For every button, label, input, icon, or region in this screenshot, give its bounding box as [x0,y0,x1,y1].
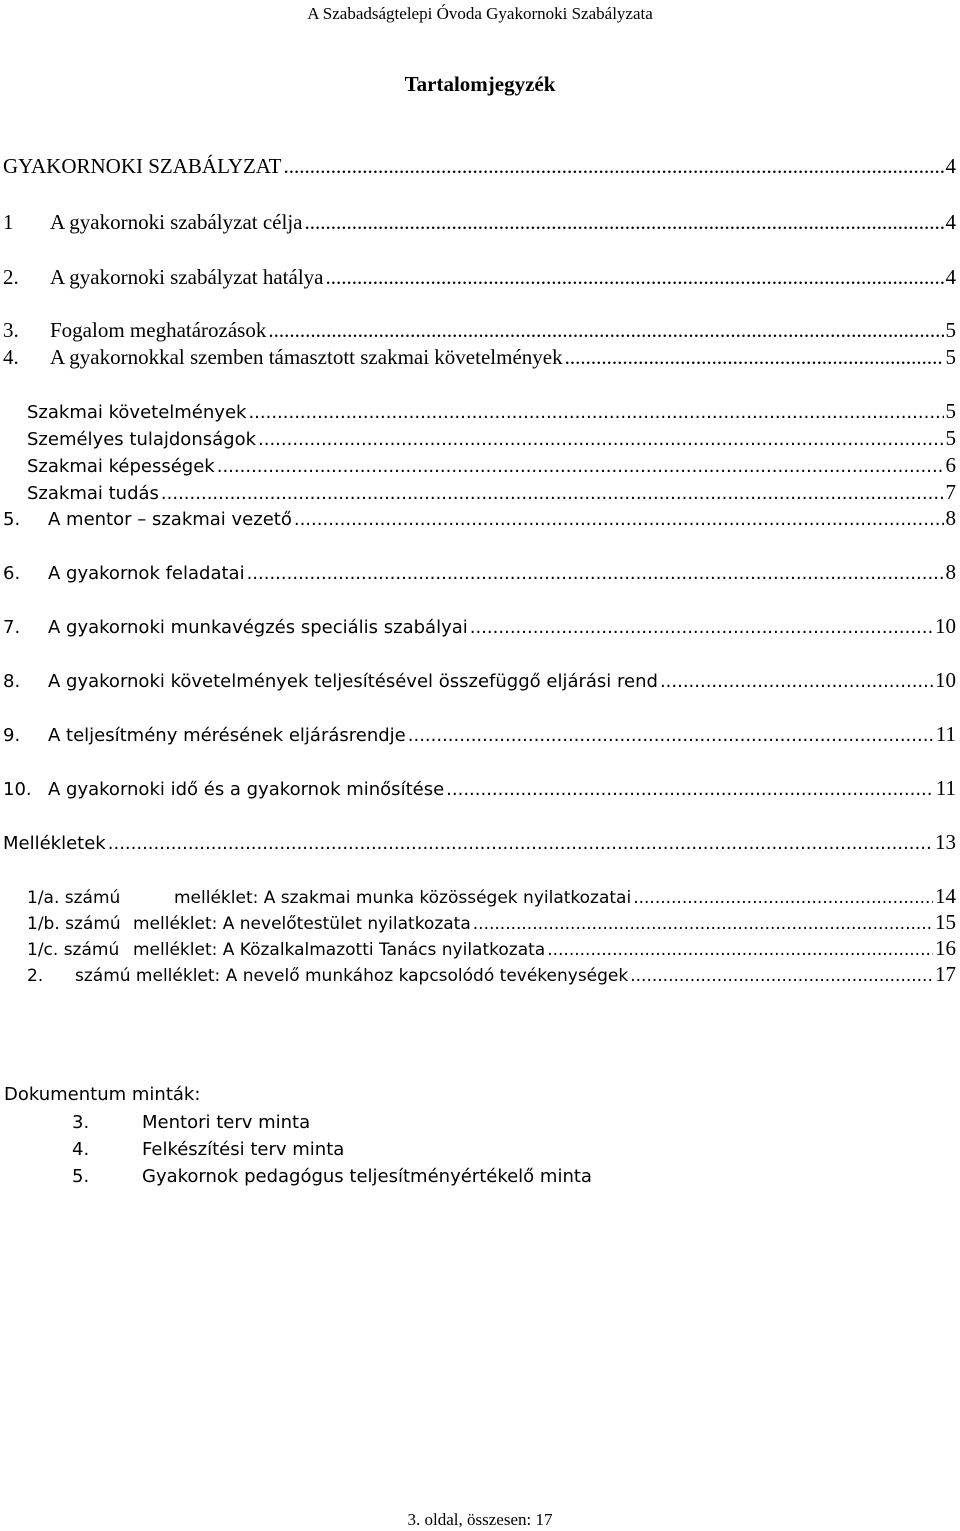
toc-leader [304,207,943,237]
toc-entry-text: A teljesítmény mérésének eljárásrendje [48,725,406,746]
toc-entry-page: 6 [945,453,956,477]
toc-entry-page: 16 [935,936,956,960]
toc-entry[interactable] [3,719,956,749]
toc-entry-page: 11 [935,776,956,800]
toc-entry-number: 9. [3,725,21,746]
toc-entry-page: 5 [945,399,956,423]
toc-entry-page: 7 [945,480,956,504]
samples-heading: Dokumentum minták: [4,1084,201,1105]
toc-entry-number: 10. [3,779,32,800]
toc-entry-text: Szakmai követelmények [27,402,247,423]
toc-entry[interactable] [3,503,956,533]
toc-entry[interactable] [3,611,956,641]
toc-entry[interactable] [3,557,956,587]
toc-entry-text: A gyakornoki szabályzat célja [50,210,303,234]
toc-entry-page: 14 [935,884,956,908]
toc-entry[interactable] [3,342,956,372]
toc-entry-text: melléklet: A nevelőtestület nyilatkozata [133,914,471,934]
toc-entry-text: GYAKORNOKI SZABÁLYZAT [3,154,282,178]
toc-entry-page: 5 [945,426,956,450]
toc-entry-page: 5 [945,318,956,342]
toc-entry-number: 1/b. számú [27,914,121,934]
toc-entry-page: 13 [935,830,956,854]
toc-entry[interactable] [3,827,956,857]
toc-entry[interactable] [3,262,956,292]
toc-entry-text: A mentor – szakmai vezető [48,509,292,530]
toc-entry-number: 8. [3,671,21,692]
toc-leader [268,315,943,345]
list-item-number: 3. [72,1112,90,1133]
toc-entry-number: 6. [3,563,21,584]
toc-entry[interactable] [27,423,956,453]
toc-entry-page: 5 [945,345,956,369]
toc-leader [294,505,944,535]
toc-leader [470,613,933,643]
toc-leader [446,775,934,805]
toc-leader [247,559,944,589]
list-item-text: Mentori terv minta [142,1112,311,1133]
toc-entry[interactable] [27,959,956,989]
toc-entry-text: Szakmai tudás [27,483,159,504]
page-footer: 3. oldal, összesen: 17 [407,1510,553,1529]
toc-entry-text: melléklet: A szakmai munka közösségek nyilatkozatai [174,888,632,908]
toc-leader [565,342,944,372]
toc-entry-page: 10 [935,668,956,692]
list-item [72,1112,310,1133]
toc-entry-text: Fogalom meghatározások [50,318,267,342]
toc-entry[interactable] [27,450,956,480]
toc-entry-page: 4 [945,154,956,178]
toc-entry-number: 2. [27,966,44,986]
toc-entry-page: 11 [935,722,956,746]
toc-entry-text: Mellékletek [3,833,106,854]
toc-entry-text: A gyakornok feladatai [48,563,245,584]
toc-entry[interactable] [3,151,956,181]
toc-entry[interactable] [3,207,956,237]
toc-leader [630,961,933,991]
toc-entry[interactable] [3,315,956,345]
toc-entry[interactable] [3,665,956,695]
toc-entry-page: 8 [945,506,956,530]
toc-entry-page: 15 [935,910,956,934]
toc-entry-number: 7. [3,617,21,638]
list-item-number: 5. [72,1166,90,1187]
toc-entry-page: 17 [935,962,956,986]
toc-entry-text: melléklet: A Közalkalmazotti Tanács nyilatkozata [133,940,546,960]
toc-entry-text: A gyakornoki munkavégzés speciális szabályai [48,617,468,638]
list-item-text: Felkészítési terv minta [142,1139,345,1160]
toc-entry-text: számú melléklet: A nevelő munkához kapcsolódó tevékenységek [75,966,629,986]
toc-entry-text: A gyakornoki követelmények teljesítésével összefüggő eljárási rend [48,671,658,692]
toc-entry-number: 1/c. számú [27,940,120,960]
list-item-text: Gyakornok pedagógus teljesítményértékelő minta [142,1166,592,1187]
toc-leader [325,262,943,292]
toc-entry-number: 3. [3,318,19,342]
toc-entry-page: 10 [935,614,956,638]
list-item-number: 4. [72,1139,90,1160]
toc-entry-page: 4 [945,210,956,234]
toc-entry[interactable] [27,396,956,426]
toc-entry-page: 8 [945,560,956,584]
toc-entry[interactable] [3,773,956,803]
toc-entry-number: 4. [3,345,19,369]
toc-entry-text: A gyakornokkal szemben támasztott szakmai követelmények [50,345,563,369]
toc-entry-number: 2. [3,265,19,289]
toc-entry-page: 4 [945,265,956,289]
toc-entry-number: 1 [3,210,14,234]
running-header: A Szabadságtelepi Óvoda Gyakornoki Szabályzata [307,4,653,23]
toc-leader [408,721,934,751]
toc-entry-text: Személyes tulajdonságok [27,429,256,450]
page-title: Tartalomjegyzék [404,72,556,96]
toc-leader [108,829,933,859]
toc-entry-text: A gyakornoki idő és a gyakornok minősítése [48,779,445,800]
toc-entry-number: 5. [3,509,21,530]
toc-leader [660,667,933,697]
toc-entry-number: 1/a. számú [27,888,121,908]
toc-entry-text: Szakmai képességek [27,456,215,477]
toc-entry-text: A gyakornoki szabályzat hatálya [50,265,324,289]
toc-leader [283,151,943,181]
list-item [72,1166,592,1187]
list-item [72,1139,344,1160]
